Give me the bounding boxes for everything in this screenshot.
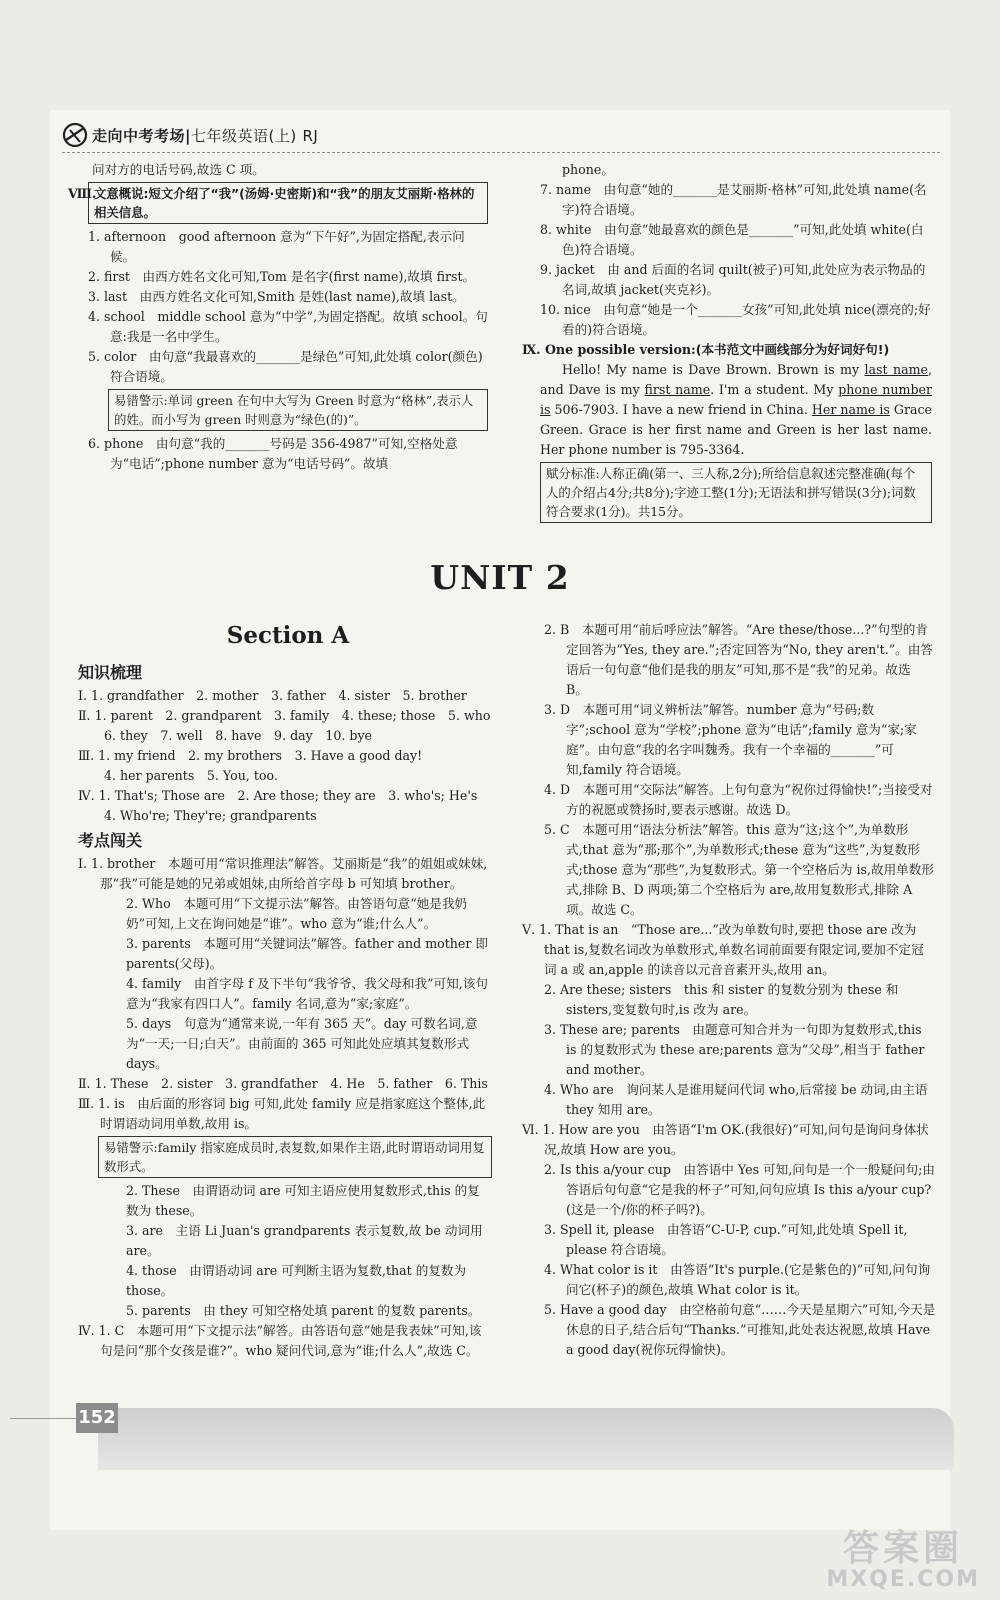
answer-item: 10. nice 由句意“她是一个_______女孩”可知,此处填 nice(漂亮的;好看的)符合语境。 [540, 302, 931, 337]
answer-item: 2. B 本题可用“前后呼应法”解答。“Are these/those...?”句型的肯定回答为“Yes, they are.”;否定回答为“No, they aren't.”。由答语后一句句意“他们是我的朋友”可知,那不是“我”的兄弟。故选 B。 [544, 622, 933, 697]
answer-item: 9. jacket 由 and 后面的名词 quilt(被子)可知,此处应为表示物品的名词,故填 jacket(夹克衫)。 [540, 262, 926, 297]
answer-item: Ⅵ. 1. How are you 由答语“I'm OK.(我很好)”可知,问句是询问身体状况,故填 How are you。 [522, 1122, 929, 1157]
header-series: 走向中考考场 [92, 127, 186, 145]
site-watermark [826, 1520, 980, 1592]
answer-item: 4. D 本题可用“交际法”解答。上句句意为“祝你过得愉快!”;当接受对方的祝愿或赞扬时,要表示感谢。故选 D。 [544, 782, 933, 817]
watermark-main: 答案圈 [843, 1528, 964, 1569]
knowledge-row: 4. her parents 5. You, too. [104, 768, 278, 783]
answer-item: 2. Are these; sisters this 和 sister 的复数分别为 these 和 sisters,变复数句时,is 改为 are。 [544, 982, 899, 1017]
answer-item: 3. These are; parents 由题意可知合并为一句即为复数形式,this is 的复数形式为 these are;parents 意为“父母”,相当于 father and mother。 [544, 1022, 925, 1077]
answer-item: Ⅰ. 1. brother 本题可用“常识推理法”解答。艾丽斯是“我”的姐姐或妹妹,那“我”可能是她的兄弟或姐妹,由所给首字母 b 可知填 brother。 [78, 856, 488, 891]
book-logo-icon [62, 122, 88, 148]
answer-item: 3. Spell it, please 由答语“C-U-P, cup.”可知,此处填 Spell it, please 符合语境。 [544, 1222, 908, 1257]
model-essay: Hello! My name is Dave Brown. Brown is my last name, and Dave is my first name. I'm a student. My phone number is 506-7903. I have a new friend in China. Her name is Grace Green. Grace is her first name and Green is her last name. Her phone number is 795-3364. [540, 362, 933, 457]
knowledge-row: 6. they 7. well 8. have 9. day 10. bye [104, 728, 373, 743]
answer-item: 2. These 由谓语动词 are 可知主语应使用复数形式,this 的复数为 these。 [126, 1183, 480, 1218]
answer-item: 4. those 由谓语动词 are 可判断主语为复数,that 的复数为 those。 [126, 1263, 467, 1298]
page-number: 152 [76, 1403, 118, 1433]
section-viii [68, 182, 488, 224]
bottom-right-column [522, 620, 936, 1360]
answer-item: 5. color 由句意“我最喜欢的_______是绿色”可知,此处填 color(颜色)符合语境。 [88, 349, 483, 384]
answer-item: 3. D 本题可用“词义辨析法”解答。number 意为“号码;数字”;school 意为“学校”;phone 意为“电话”;family 意为“家;家庭”。由句意“我的名字叫魏秀。我有一个幸福的_______”可知,family 符合语境。 [544, 702, 917, 777]
section-viii-label: Ⅷ. [68, 186, 97, 201]
knowledge-row: Ⅰ. 1. grandfather 2. mother 3. father 4. sister 5. brother [78, 688, 467, 703]
answer-item: 2. first 由西方姓名文化可知,Tom 是名字(first name),故填 first。 [88, 269, 476, 284]
answer-item: Ⅳ. 1. C 本题可用“下文提示法”解答。由答语句意“她是我表妹”可知,该句是问“那个女孩是谁?”。who 疑问代词,意为“谁;什么人”,故选 C。 [78, 1323, 482, 1358]
answer-item: 1. afternoon good afternoon 意为“下午好”,为固定搭配,表示问候。 [88, 229, 465, 264]
answer-item: 2. Who 本题可用“下文提示法”解答。由答语句意“她是我奶奶”可知,上文在询问她是“谁”。who 意为“谁;什么人”。 [126, 896, 468, 931]
page-header [62, 122, 940, 153]
header-grade: 七年级英语(上) [191, 127, 297, 145]
answer-item: 2. Is this a/your cup 由答语中 Yes 可知,问句是一个一般疑问句;由答语后句句意“它是我的杯子”可知,问句应填 Is this a/your cup?(这是一个/你的杯子吗?)。 [544, 1162, 936, 1217]
scoring-box: 赋分标准:人称正确(第一、三人称,2分);所给信息叙述完整准确(每个人的介绍占4分;共8分);字迹工整(1分);无语法和拼写错误(3分);词数符合要求(1分)。共15分。 [540, 462, 932, 523]
carry-over-text: phone。 [562, 162, 614, 177]
answer-item: 4. family 由首字母 f 及下半句“我爷爷、我父母和我”可知,该句意为“我家有四口人”。family 名词,意为“家;家庭”。 [126, 976, 488, 1011]
footer-band [98, 1408, 954, 1470]
knowledge-row: Ⅲ. 1. my friend 2. my brothers 3. Have a good day! [78, 748, 423, 763]
answer-item: 6. phone 由句意“我的_______号码是 356-4987”可知,空格处意为“电话”;phone number 意为“电话号码”。故填 [88, 436, 458, 471]
answer-row: Ⅱ. 1. These 2. sister 3. grandfather 4. He 5. father 6. This [78, 1076, 488, 1091]
warning-box: 易错警示:family 指家庭成员时,表复数,如果作主语,此时谓语动词用复数形式。 [98, 1136, 492, 1178]
knowledge-heading: 知识梳理 [78, 663, 143, 682]
answer-item: 4. Who are 询问某人是谁用疑问代词 who,后常接 be 动词,由主语 they 知用 are。 [544, 1082, 928, 1117]
header-title: 走向中考考场|七年级英语(上) RJ [92, 127, 319, 145]
answer-item: 4. What color is it 由答语“It's purple.(它是紫色的)”可知,问句询问它(杯子)的颜色,故填 What color is it。 [544, 1262, 931, 1297]
answer-item: 7. name 由句意“她的_______是艾丽斯·格林”可知,此处填 name(名字)符合语境。 [540, 182, 927, 217]
footer-rule [10, 1418, 76, 1419]
answer-item: 8. white 由句意“她最喜欢的颜色是_______”可知,此处填 white(白色)符合语境。 [540, 222, 924, 257]
section-ix-heading: Ⅸ. One possible version:(本书范文中画线部分为好词好句!) [522, 342, 890, 357]
answer-item: 3. parents 本题可用“关键词法”解答。father and mother 即 parents(父母)。 [126, 936, 488, 971]
answer-item: 3. last 由西方姓名文化可知,Smith 是姓(last name),故填 last。 [88, 289, 465, 304]
answer-item: 5. Have a good day 由空格前句意“……今天是星期六”可知,今天是休息的日子,结合后句“Thanks.”可推知,此处表达祝愿,故填 Have a good day(祝你玩得愉快)。 [544, 1302, 936, 1357]
top-left-column [68, 160, 488, 474]
unit-title: UNIT 2 [430, 558, 570, 597]
carry-over-text: 问对方的电话号码,故选 C 项。 [92, 162, 265, 177]
header-edition: RJ [302, 127, 319, 145]
answer-item: 5. parents 由 they 可知空格处填 parent 的复数 parents。 [126, 1303, 481, 1318]
answer-item: 3. are 主语 Li Juan's grandparents 表示复数,故 be 动词用 are。 [126, 1223, 483, 1258]
summary-box: 文意概说:短文介绍了“我”(汤姆·史密斯)和“我”的朋友艾丽斯·格林的相关信息。 [88, 182, 488, 224]
knowledge-row: 4. Who're; They're; grandparents [104, 808, 317, 823]
warning-box: 易错警示:单词 green 在句中大写为 Green 时意为“格林”,表示人的姓。而小写为 green 时则意为“绿色(的)”。 [108, 389, 488, 431]
answer-item: 5. C 本题可用“语法分析法”解答。this 意为“这;这个”,为单数形式,that 意为“那;那个”,为单数形式;these 意为“这些”,为复数形式;those 意为“那些”,为复数形式。第一个空格后为 is,故用单数形式,排除 B、D 两项;第二个空格后为 are,故用复数形式,排除 A 项。故选 C。 [544, 822, 934, 917]
knowledge-row: Ⅱ. 1. parent 2. grandparent 3. family 4. these; those 5. who [78, 708, 491, 723]
answer-item: 5. days 句意为“通常来说,一年有 365 天”。day 可数名词,意为“一天;一日;白天”。由前面的 365 可知此处应填其复数形式 days。 [126, 1016, 478, 1071]
answer-item: 4. school middle school 意为“中学”,为固定搭配。故填 school。句意:我是一名中学生。 [88, 309, 488, 344]
watermark-site: MXQE.COM [826, 1567, 980, 1592]
knowledge-row: Ⅳ. 1. That's; Those are 2. Are those; they are 3. who's; He's [78, 788, 478, 803]
answer-item: Ⅲ. 1. is 由后面的形容词 big 可知,此处 family 应是指家庭这个整体,此时谓语动词用单数,故用 is。 [78, 1096, 486, 1131]
answer-item: Ⅴ. 1. That is an “Those are...”改为单数句时,要把 those are 改为 that is,复数名词改为单数形式,单数名词前面要有限定词,要加不定冠词 a 或 an,apple 的读音以元音音素开头,故用 an。 [522, 922, 924, 977]
section-title: Section A [226, 622, 350, 649]
bottom-left-column [78, 660, 492, 1361]
top-right-column [522, 160, 933, 526]
exam-heading: 考点闯关 [78, 831, 143, 850]
